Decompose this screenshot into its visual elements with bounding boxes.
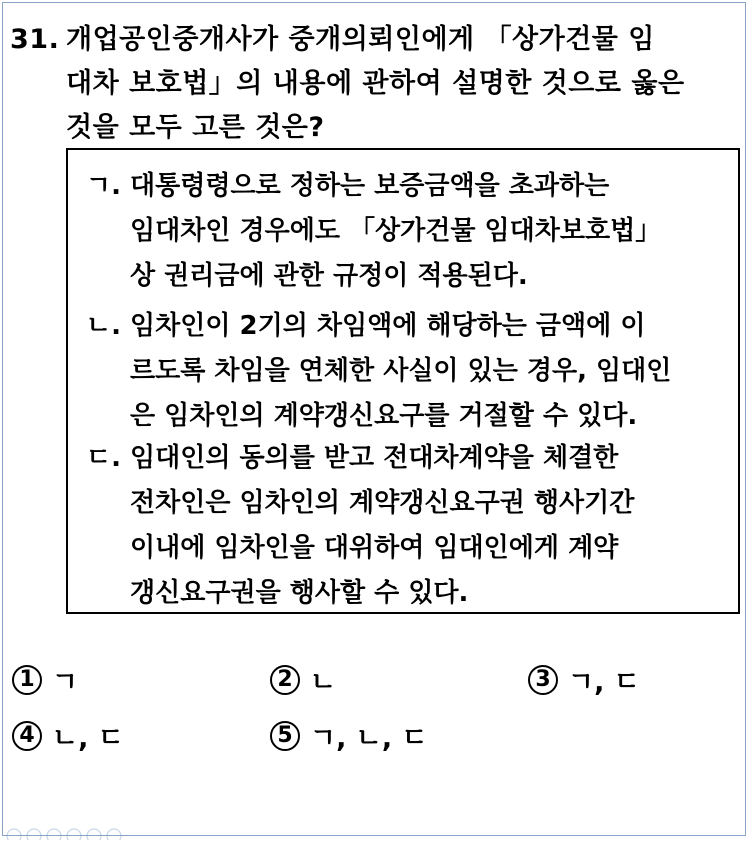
question-text-line: 대차 보호법」의 내용에 관하여 설명한 것으로 옳은 [66, 68, 685, 99]
choice-number-circle: 3 [528, 665, 558, 695]
statement-text: 임대차인 경우에도 「상가건물 임대차보호법」 [130, 216, 662, 246]
statement-text: 대통령령으로 정하는 보증금액을 초과하는 [130, 171, 610, 201]
question-stem [10, 18, 740, 150]
statement-text: 갱신요구권을 행사할 수 있다. [130, 578, 469, 608]
statement-text: 상 권리금에 관한 규정이 적용된다. [130, 261, 528, 291]
statement-mark: ㄱ. [86, 171, 121, 201]
choice-number-circle: 5 [270, 721, 300, 751]
watermark-logo [4, 826, 134, 840]
statement-line [86, 164, 736, 209]
choice-text: ㄱ, ㄷ [568, 667, 640, 698]
question-number: 31. [10, 24, 60, 55]
choice-3[interactable] [528, 660, 640, 699]
choice-5[interactable] [270, 716, 428, 755]
choice-text: ㄱ, ㄴ, ㄷ [310, 723, 428, 754]
statement-line [86, 304, 736, 349]
statement-mark: ㄴ. [86, 311, 121, 341]
statement-item-c [86, 436, 736, 616]
statement-line [86, 436, 736, 481]
question-line-1 [10, 18, 740, 62]
choice-text: ㄱ [52, 667, 79, 698]
statement-mark: ㄷ. [86, 443, 121, 473]
statement-text: 임대인의 동의를 받고 전대차계약을 체결한 [130, 443, 619, 473]
choice-4[interactable] [12, 716, 124, 755]
statement-text: 전차인은 임차인의 계약갱신요구권 행사기간 [130, 488, 635, 518]
statement-item-a [86, 164, 736, 299]
statement-text: 이내에 임차인을 대위하여 임대인에게 계약 [130, 533, 619, 563]
choice-number-circle: 4 [12, 721, 42, 751]
question-text-line: 것을 모두 고른 것은? [66, 112, 325, 143]
choice-number-circle: 1 [12, 665, 42, 695]
statement-text: 르도록 차임을 연체한 사실이 있는 경우, 임대인 [130, 356, 672, 386]
choice-text: ㄴ [310, 667, 337, 698]
question-text-line: 개업공인중개사가 중개의뢰인에게 「상가건물 임 [66, 24, 655, 55]
statement-box [66, 148, 740, 614]
choice-text: ㄴ, ㄷ [52, 723, 124, 754]
statement-text: 은 임차인의 계약갱신요구를 거절할 수 있다. [130, 401, 638, 431]
statement-text: 임차인이 2기의 차임액에 해당하는 금액에 이 [130, 311, 646, 341]
statement-item-b [86, 304, 736, 439]
choice-2[interactable] [270, 660, 336, 699]
choice-1[interactable] [12, 660, 78, 699]
choice-number-circle: 2 [270, 665, 300, 695]
